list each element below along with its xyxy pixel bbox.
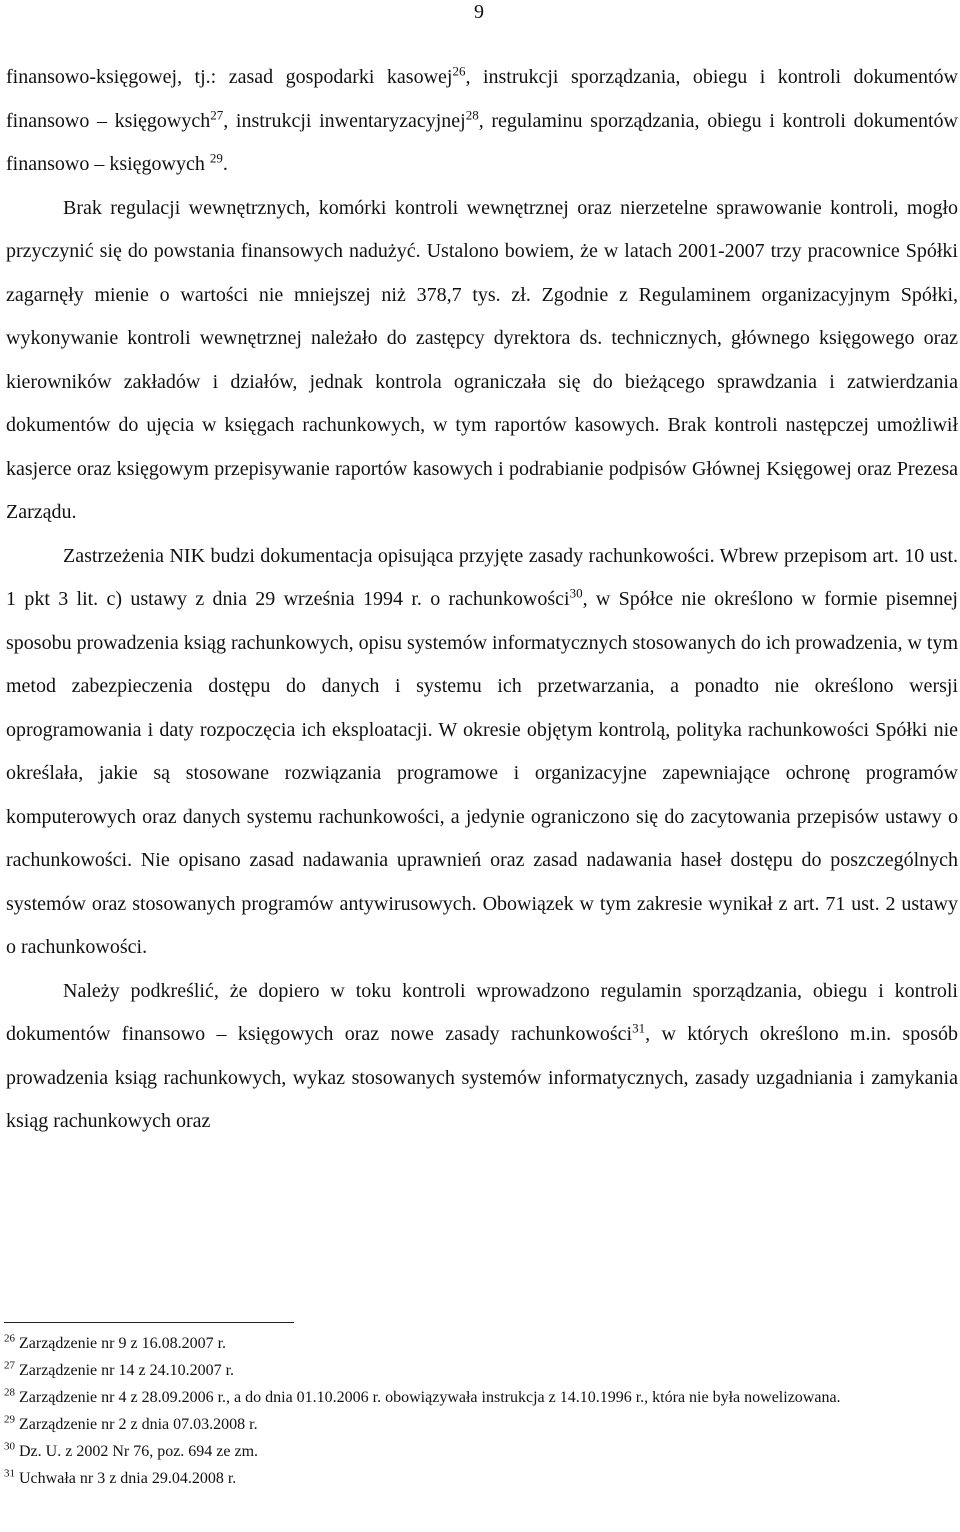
document-body: [6, 56, 958, 1144]
footnote-number: 29: [4, 1413, 15, 1426]
paragraph-4: [6, 970, 958, 1144]
paragraph-4-text-b: , w których określono m.in. sposób prowadzenia ksiąg rachunkowych, wykaz stosowanych systemów informatycznych, zasady uzgadniania i zamykania ksiąg rachunkowych oraz: [6, 1023, 959, 1132]
footnote-number: 30: [4, 1440, 15, 1453]
footnote-text: Zarządzenie nr 9 z 16.08.2007 r.: [19, 1335, 227, 1352]
footnote-text: Zarządzenie nr 4 z 28.09.2006 r., a do dnia 01.10.2006 r. obowiązywała instrukcja z 14.10.1996 r., która nie była nowelizowana.: [19, 1389, 841, 1406]
footnote-28: [4, 1387, 958, 1408]
footnote-ref-29[interactable]: 29: [209, 150, 223, 166]
paragraph-1-text-a: finansowo-księgowej, tj.: zasad gospodarki kasowej: [6, 66, 453, 88]
paragraph-1-text-b: , instrukcji sporządzania, obiegu i kontroli dokumentów finansowo – księgowych: [6, 66, 958, 132]
footnote-text: Dz. U. z 2002 Nr 76, poz. 694 ze zm.: [19, 1443, 259, 1460]
footnote-ref-28[interactable]: 28: [465, 106, 479, 122]
paragraph-1-text-e: .: [222, 153, 228, 175]
footnote-30: [4, 1441, 958, 1462]
paragraph-1: [6, 56, 958, 187]
footnote-27: [4, 1360, 958, 1381]
footnote-text: Uchwała nr 3 z dnia 29.04.2008 r.: [19, 1470, 237, 1487]
paragraph-1-text-c: , instrukcji inwentaryzacyjnej: [223, 109, 466, 132]
footnote-text: Zarządzenie nr 2 z dnia 07.03.2008 r.: [19, 1416, 258, 1433]
footnote-29: [4, 1414, 958, 1435]
footnote-26: [4, 1333, 958, 1354]
paragraph-3: [6, 535, 958, 970]
page-number: 9: [474, 1, 484, 23]
footnote-ref-27[interactable]: 27: [210, 106, 224, 122]
paragraph-1-text-d: , regulaminu sporządzania, obiegu i kontroli dokumentów finansowo – księgowych: [6, 109, 959, 175]
footnotes: [4, 1333, 958, 1495]
footnote-separator: [4, 1322, 294, 1323]
footnote-text: Zarządzenie nr 14 z 24.10.2007 r.: [19, 1362, 235, 1379]
footnote-ref-31[interactable]: 31: [632, 1020, 646, 1036]
footnote-ref-26[interactable]: 26: [452, 63, 466, 79]
footnote-number: 31: [4, 1467, 15, 1480]
paragraph-2: Brak regulacji wewnętrznych, komórki kontroli wewnętrznej oraz nierzetelne sprawowanie kontroli, mogło przyczynić się do powstania finansowych nadużyć. Ustalono bowiem, że w latach 2001-2007 trzy pracownice Spółki zagarnęły mienie o wartości nie mniejszej niż 378,7 tys. zł. Zgodnie z Regulaminem organizacyjnym Spółki, wykonywanie kontroli wewnętrznej należało do zastępcy dyrektora ds. technicznych, głównego księgowego oraz kierowników zakładów i działów, jednak kontrola ograniczała się do bieżącego sprawdzania i zatwierdzania dokumentów do ujęcia w księgach rachunkowych, w tym raportów kasowych. Brak kontroli następczej umożliwił kasjerce oraz księgowym przepisywanie raportów kasowych i podrabianie podpisów Głównej Księgowej oraz Prezesa Zarządu.: [6, 196, 958, 523]
footnote-ref-30[interactable]: 30: [569, 585, 583, 601]
paragraph-3-text-b: , w Spółce nie określono w formie pisemnej sposobu prowadzenia ksiąg rachunkowych, opisu systemów informatycznych stosowanych do ich prowadzenia, w tym metod zabezpieczenia dostępu do danych i systemu ich przetwarzania, a ponadto nie określono wersji oprogramowania i daty rozpoczęcia ich eksploatacji. W okresie objętym kontrolą, polityka rachunkowości Spółki nie określała, jakie są stosowane rozwiązania programowe i organizacyjne zapewniające ochronę programów komputerowych oraz danych systemu rachunkowości, a jedynie ograniczono się do zacytowania przepisów ustawy o rachunkowości. Nie opisano zasad nadawania uprawnień oraz zasad nadawania haseł dostępu do poszczególnych systemów oraz stosowanych programów antywirusowych. Obowiązek w tym zakresie wynikał z art. 71 ust. 2 ustawy o rachunkowości.: [6, 588, 959, 958]
paragraph-4-text-a: Należy podkreślić, że dopiero w toku kontroli wprowadzono regulamin sporządzania, obiegu i kontroli dokumentów finansowo – księgowych oraz nowe zasady rachunkowości: [6, 979, 958, 1045]
footnote-number: 26: [4, 1332, 15, 1345]
footnote-31: [4, 1468, 958, 1489]
footnote-number: 28: [4, 1386, 15, 1399]
paragraph-3-text-a: Zastrzeżenia NIK budzi dokumentacja opisująca przyjęte zasady rachunkowości. Wbrew przepisom art. 10 ust. 1 pkt 3 lit. c) ustawy z dnia 29 września 1994 r. o rachunkowości: [6, 544, 958, 610]
footnote-number: 27: [4, 1359, 15, 1372]
